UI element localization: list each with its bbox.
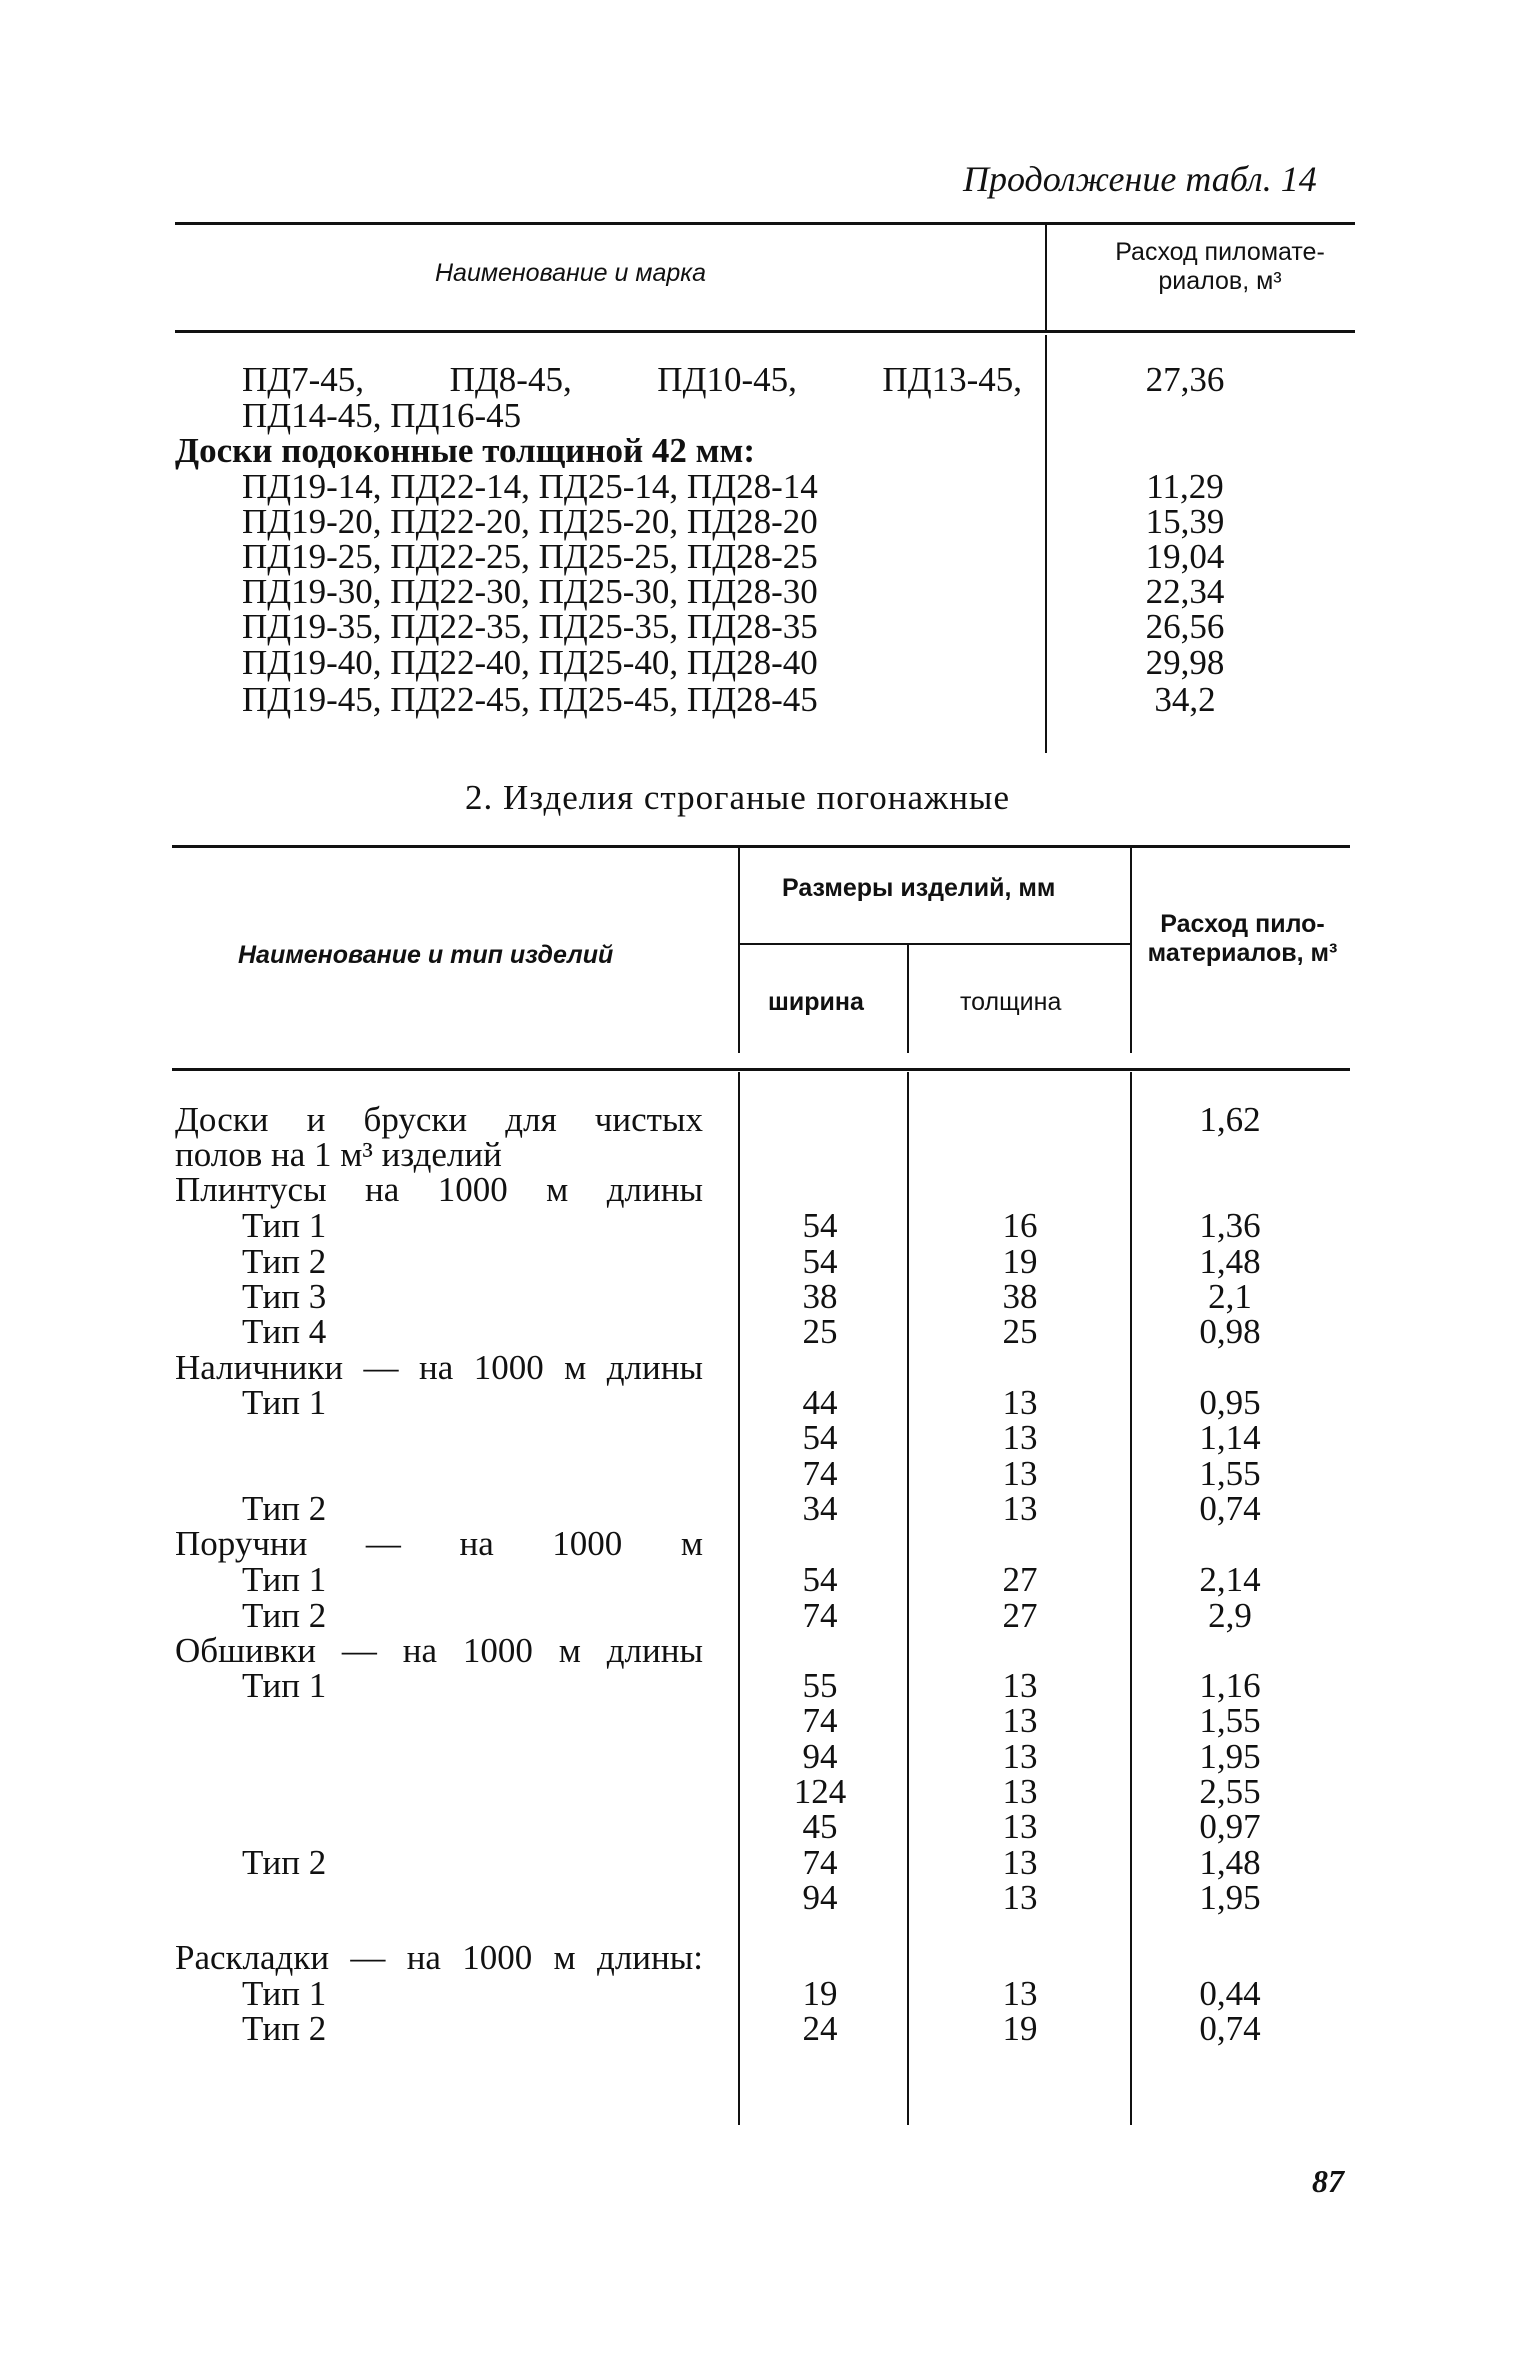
- consumption-cell: 1,16: [1199, 1666, 1261, 1705]
- thickness-cell: 13: [1002, 1383, 1038, 1422]
- row-label: Тип 2: [242, 1242, 327, 1281]
- consumption-cell: 2,9: [1208, 1596, 1252, 1635]
- row-label: Тип 2: [242, 1489, 327, 1528]
- thickness-cell: 13: [1002, 1878, 1038, 1917]
- width-cell: 25: [802, 1312, 838, 1351]
- table1-header-consumption: Расход пиломате-риалов, м³: [1115, 238, 1325, 295]
- thickness-cell: 13: [1002, 1807, 1038, 1846]
- table1-row-value: 15,39: [1145, 502, 1225, 541]
- section-title: 2. Изделия строганые погонажные: [465, 778, 1010, 817]
- consumption-cell: 1,55: [1199, 1454, 1261, 1493]
- table2-divider: [907, 945, 909, 1053]
- consumption-cell: 2,55: [1199, 1772, 1261, 1811]
- thickness-cell: 13: [1002, 1489, 1038, 1528]
- table2-header-sizes: Размеры изделий, мм: [782, 874, 1056, 902]
- width-cell: 54: [802, 1560, 838, 1599]
- width-cell: 34: [802, 1489, 838, 1528]
- row-label: Тип 3: [242, 1277, 327, 1316]
- table1-body-divider: [1045, 335, 1047, 753]
- thickness-cell: 38: [1002, 1277, 1038, 1316]
- width-cell: 19: [802, 1974, 838, 2013]
- thickness-cell: 13: [1002, 1418, 1038, 1457]
- table-caption: Продолжение табл. 14: [963, 159, 1317, 199]
- width-cell: 74: [802, 1843, 838, 1882]
- table1-row-name: ПД19-35, ПД22-35, ПД25-35, ПД28-35: [242, 607, 818, 646]
- consumption-cell: 0,44: [1199, 1974, 1261, 2013]
- row-label: Тип 2: [242, 1596, 327, 1635]
- consumption-cell: 1,95: [1199, 1878, 1261, 1917]
- consumption-cell: 1,55: [1199, 1701, 1261, 1740]
- row-label: Тип 1: [242, 1666, 327, 1705]
- row-label: Тип 1: [242, 1206, 327, 1245]
- thickness-cell: 13: [1002, 1974, 1038, 2013]
- table1-group-heading: Доски подоконные толщиной 42 мм:: [175, 431, 755, 470]
- consumption-cell: 1,95: [1199, 1737, 1261, 1776]
- thickness-cell: 19: [1002, 2009, 1038, 2048]
- thickness-cell: 27: [1002, 1560, 1038, 1599]
- width-cell: 44: [802, 1383, 838, 1422]
- table2-divider: [907, 1072, 909, 2125]
- thickness-cell: 13: [1002, 1701, 1038, 1740]
- thickness-cell: 13: [1002, 1843, 1038, 1882]
- row-label: Тип 1: [242, 1383, 327, 1422]
- row-label: Тип 2: [242, 1843, 327, 1882]
- table2-divider: [738, 848, 740, 1053]
- table1-row-name: ПД19-30, ПД22-30, ПД25-30, ПД28-30: [242, 572, 818, 611]
- row-label: Плинтусы на 1000 м длины: [175, 1170, 703, 1209]
- thickness-cell: 13: [1002, 1772, 1038, 1811]
- width-cell: 94: [802, 1737, 838, 1776]
- row-label: Раскладки — на 1000 м длины:: [175, 1938, 703, 1977]
- table1-row-name: ПД19-14, ПД22-14, ПД25-14, ПД28-14: [242, 467, 818, 506]
- table1-header-rule: [175, 330, 1355, 333]
- thickness-cell: 13: [1002, 1737, 1038, 1776]
- thickness-cell: 19: [1002, 1242, 1038, 1281]
- table2-subheader-rule: [740, 943, 1130, 945]
- consumption-cell: 0,97: [1199, 1807, 1261, 1846]
- consumption-cell: 0,74: [1199, 1489, 1261, 1528]
- width-cell: 55: [802, 1666, 838, 1705]
- consumption-cell: 1,48: [1199, 1843, 1261, 1882]
- row-label: Тип 1: [242, 1560, 327, 1599]
- table1-row-value: 11,29: [1146, 467, 1224, 506]
- table1-row-value: 34,2: [1154, 680, 1216, 719]
- width-cell: 38: [802, 1277, 838, 1316]
- consumption-cell: 2,14: [1199, 1560, 1261, 1599]
- width-cell: 74: [802, 1454, 838, 1493]
- thickness-cell: 16: [1002, 1206, 1038, 1245]
- table1-row-value: 22,34: [1145, 572, 1225, 611]
- table1-row-name: ПД14-45, ПД16-45: [242, 396, 522, 435]
- width-cell: 74: [802, 1596, 838, 1635]
- width-cell: 124: [793, 1772, 847, 1811]
- consumption-cell: 0,98: [1199, 1312, 1261, 1351]
- row-label: Тип 2: [242, 2009, 327, 2048]
- table1-row-value: 29,98: [1145, 643, 1225, 682]
- table2-header-width: ширина: [768, 988, 864, 1016]
- table1-row-name: ПД19-45, ПД22-45, ПД25-45, ПД28-45: [242, 680, 818, 719]
- table2-header-name: Наименование и тип изделий: [238, 941, 614, 969]
- table2-header-rule: [172, 1068, 1350, 1071]
- table1-header-name: Наименование и марка: [435, 259, 706, 287]
- width-cell: 54: [802, 1418, 838, 1457]
- width-cell: 24: [802, 2009, 838, 2048]
- consumption-cell: 1,48: [1199, 1242, 1261, 1281]
- table1-row-value: 19,04: [1145, 537, 1225, 576]
- row-label: Тип 1: [242, 1974, 327, 2013]
- consumption-cell: 0,95: [1199, 1383, 1261, 1422]
- table1-row-name: ПД7-45, ПД8-45, ПД10-45, ПД13-45,: [242, 360, 1022, 399]
- consumption-cell: 1,36: [1199, 1206, 1261, 1245]
- row-label: Обшивки — на 1000 м длины: [175, 1631, 703, 1670]
- consumption-cell: 1,62: [1199, 1100, 1261, 1139]
- row-label: полов на 1 м³ изделий: [175, 1135, 502, 1174]
- row-label: Поручни — на 1000 м: [175, 1524, 703, 1563]
- table1-top-rule: [175, 222, 1355, 225]
- table2-top-rule: [172, 845, 1350, 848]
- page-number: 87: [1312, 2163, 1344, 2199]
- width-cell: 54: [802, 1242, 838, 1281]
- table1-row-value: 27,36: [1145, 360, 1225, 399]
- consumption-cell: 1,14: [1199, 1418, 1261, 1457]
- table2-divider: [1130, 1072, 1132, 2125]
- row-label: Тип 4: [242, 1312, 327, 1351]
- width-cell: 45: [802, 1807, 838, 1846]
- row-label: Наличники — на 1000 м длины: [175, 1348, 703, 1387]
- table2-header-thickness: толщина: [960, 988, 1062, 1016]
- table1-row-name: ПД19-25, ПД22-25, ПД25-25, ПД28-25: [242, 537, 818, 576]
- thickness-cell: 27: [1002, 1596, 1038, 1635]
- table1-header-divider: [1045, 222, 1047, 330]
- thickness-cell: 13: [1002, 1454, 1038, 1493]
- thickness-cell: 13: [1002, 1666, 1038, 1705]
- thickness-cell: 25: [1002, 1312, 1038, 1351]
- consumption-cell: 2,1: [1208, 1277, 1252, 1316]
- table1-row-value: 26,56: [1145, 607, 1225, 646]
- row-label: Доски и бруски для чистых: [175, 1100, 703, 1139]
- table1-row-name: ПД19-20, ПД22-20, ПД25-20, ПД28-20: [242, 502, 818, 541]
- table2-header-consumption: Расход пило-материалов, м³: [1147, 910, 1338, 967]
- width-cell: 74: [802, 1701, 838, 1740]
- consumption-cell: 0,74: [1199, 2009, 1261, 2048]
- width-cell: 94: [802, 1878, 838, 1917]
- width-cell: 54: [802, 1206, 838, 1245]
- table2-divider: [738, 1072, 740, 2125]
- table2-divider: [1130, 848, 1132, 1053]
- table1-row-name: ПД19-40, ПД22-40, ПД25-40, ПД28-40: [242, 643, 818, 682]
